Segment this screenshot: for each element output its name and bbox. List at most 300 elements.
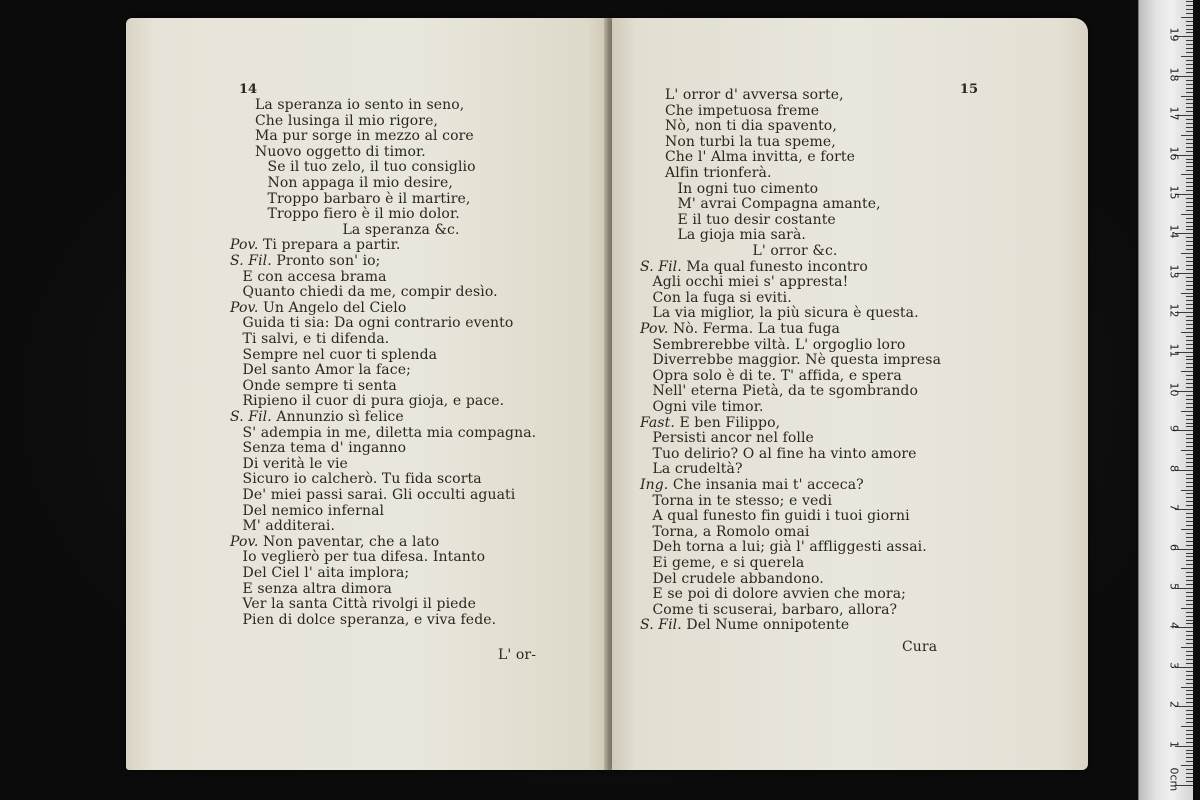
text-line [653, 353, 942, 369]
line-text: De' miei passi sarai. Gli occulti aguati [242, 487, 516, 503]
ruler-tick [1186, 84, 1193, 85]
ruler-tick [1186, 257, 1193, 258]
text-line [230, 238, 400, 254]
ruler-tick [1186, 426, 1193, 427]
text-line [665, 104, 819, 120]
ruler-tick [1186, 734, 1193, 735]
line-text: La speranza io sento in seno, [255, 97, 465, 113]
ruler-tick [1186, 285, 1193, 286]
ruler-tick [1186, 525, 1193, 526]
left-page [126, 18, 606, 770]
ruler-label: 0cm [1167, 767, 1181, 792]
ruler-tick [1186, 722, 1193, 723]
ruler-tick [1186, 612, 1193, 613]
ruler-tick [1186, 111, 1193, 112]
ruler-label: 14 [1167, 224, 1181, 239]
ruler-tick [1186, 690, 1193, 691]
ruler-tick [1186, 218, 1193, 219]
ruler-tick [1186, 281, 1193, 282]
ruler-tick [1186, 40, 1193, 41]
text-line [243, 441, 407, 457]
ruler-tick [1186, 316, 1193, 317]
ruler-tick [1186, 714, 1193, 715]
ruler-tick [1186, 245, 1193, 246]
ruler-tick [1186, 438, 1193, 439]
ruler-tick [1186, 572, 1193, 573]
ruler-tick [1186, 241, 1193, 242]
line-text: Annunzio sì felice [276, 409, 404, 425]
ruler-tick [1186, 545, 1193, 546]
text-line [230, 301, 406, 317]
ruler-tick [1186, 13, 1193, 14]
speaker-name: S. Fil. [230, 409, 272, 425]
line-text: Onde sempre ti senta [242, 377, 397, 394]
measuring-ruler [1138, 0, 1193, 800]
ruler-tick [1186, 631, 1193, 632]
speaker-name: Ing. [640, 477, 669, 493]
ruler-label: 17 [1167, 106, 1181, 121]
ruler-tick [1186, 249, 1193, 250]
ruler-tick [1186, 710, 1193, 711]
ruler-tick [1186, 348, 1193, 349]
text-line [243, 363, 411, 379]
text-line [653, 306, 919, 322]
line-text: La gioja mia sarà. [677, 227, 806, 244]
ruler-tick [1186, 147, 1193, 148]
ruler-tick [1186, 474, 1193, 475]
ruler-tick [1181, 411, 1193, 412]
line-text: Quanto chiedi da me, compir desìo. [242, 284, 498, 301]
text-line [243, 332, 390, 348]
line-text: La speranza &c. [342, 221, 460, 238]
ruler-tick [1186, 5, 1193, 6]
ruler-tick [1181, 17, 1193, 18]
text-line [268, 207, 460, 223]
line-text: Che insania mai t' acceca? [672, 477, 864, 493]
ruler-tick [1186, 289, 1193, 290]
text-line [243, 270, 387, 286]
speaker-name: S. Fil. [640, 258, 682, 275]
ruler-tick [1186, 367, 1193, 368]
text-line [243, 550, 486, 566]
ruler-tick [1186, 304, 1193, 305]
ruler-label: 5 [1167, 583, 1181, 590]
ruler-tick [1186, 781, 1193, 782]
ruler-tick [1186, 651, 1193, 652]
text-line [640, 618, 849, 634]
ruler-tick [1186, 107, 1193, 108]
ruler-tick [1186, 206, 1193, 207]
speaker-name: Pov. [230, 533, 259, 550]
ruler-tick [1186, 99, 1193, 100]
line-text: Ti prepara a partir. [262, 237, 401, 254]
ruler-tick [1186, 300, 1193, 301]
ruler-label: 1 [1167, 740, 1181, 748]
ruler-tick [1181, 332, 1193, 333]
line-text: Ma pur sorge in mezzo al core [255, 128, 474, 145]
text-line [243, 472, 482, 488]
text-line [653, 556, 805, 572]
line-text: Nò. Ferma. La tua fuga [672, 321, 840, 337]
ruler-tick [1186, 375, 1193, 376]
text-line [653, 572, 824, 588]
line-text: Opra solo è di te. T' affida, e spera [652, 367, 902, 384]
ruler-tick [1186, 533, 1193, 534]
ruler-tick [1186, 296, 1193, 297]
ruler-tick [1186, 556, 1193, 557]
ruler-tick [1186, 88, 1193, 89]
text-line [243, 285, 498, 301]
text-line [653, 338, 906, 354]
text-line [243, 348, 438, 364]
line-text: M' avrai Compagna amante, [677, 196, 881, 213]
ruler-label: 9 [1167, 425, 1181, 433]
ruler-tick [1181, 293, 1193, 294]
ruler-tick [1186, 277, 1193, 278]
ruler-tick [1186, 308, 1193, 309]
text-line [653, 275, 849, 291]
ruler-tick [1186, 718, 1193, 719]
ruler-tick [1186, 671, 1193, 672]
ruler-tick [1186, 493, 1193, 494]
line-text: Del Nume onnipotente [686, 617, 850, 634]
ruler-label: 8 [1167, 464, 1181, 472]
line-text: Di verità le vie [242, 455, 348, 472]
ruler-tick [1186, 159, 1193, 160]
line-text: Senza tema d' inganno [242, 440, 407, 457]
ruler-tick [1181, 96, 1193, 97]
line-text: Pien di dolce speranza, e viva fede. [242, 611, 497, 628]
ruler-label: 11 [1167, 343, 1181, 358]
text-line [665, 135, 836, 151]
speaker-name: Pov. [230, 299, 259, 316]
text-line [665, 88, 844, 104]
ruler-tick [1186, 340, 1193, 341]
ruler-tick [1186, 742, 1193, 743]
line-text: E senza altra dimora [242, 580, 392, 597]
ruler-tick [1186, 356, 1193, 357]
text-line [268, 160, 476, 176]
right-page [612, 18, 1088, 770]
ruler-tick [1186, 541, 1193, 542]
ruler-label: 2 [1167, 701, 1181, 709]
ruler-tick [1186, 730, 1193, 731]
line-text: Sicuro io calcherò. Tu fida scorta [242, 471, 482, 488]
text-line [230, 410, 404, 426]
line-text: Ripieno il cuor di pura gioja, e pace. [242, 393, 505, 410]
line-text: Se il tuo zelo, il tuo consiglio [267, 159, 476, 176]
line-text: La via miglior, la più sicura è questa. [652, 305, 919, 322]
ruler-tick [1186, 761, 1193, 762]
ruler-tick [1186, 596, 1193, 597]
page-number: 14 [239, 82, 258, 97]
text-line [665, 119, 837, 135]
ruler-tick [1186, 320, 1193, 321]
line-text: Ver la santa Città rivolgi il piede [242, 596, 476, 613]
line-text: Come ti scuserai, barbaro, allora? [652, 601, 898, 618]
ruler-label: 13 [1167, 264, 1181, 279]
ruler-tick [1181, 608, 1193, 609]
ruler-tick [1186, 9, 1193, 10]
line-text: Diverrebbe maggior. Nè questa impresa [652, 352, 942, 369]
page-number: 15 [959, 82, 978, 97]
ruler-tick [1186, 553, 1193, 554]
ruler-tick [1186, 123, 1193, 124]
ruler-label: 19 [1167, 27, 1181, 42]
ruler-tick [1186, 497, 1193, 498]
line-text: Che l' Alma invitta, e forte [665, 149, 856, 166]
ruler-tick [1186, 119, 1193, 120]
line-text: Del nemico infernal [242, 502, 385, 519]
ruler-tick [1181, 214, 1193, 215]
ruler-tick [1186, 387, 1193, 388]
line-text: Guida ti sia: Da ogni contrario evento [242, 315, 514, 332]
ruler-tick [1186, 237, 1193, 238]
ruler-tick [1181, 687, 1193, 688]
line-text: Che lusinga il mio rigore, [255, 112, 439, 129]
text-line [653, 603, 898, 619]
text-line [653, 384, 919, 400]
ruler-tick [1186, 584, 1193, 585]
text-line [653, 540, 927, 556]
line-text: Ei geme, e si querela [652, 555, 805, 571]
ruler-tick [1186, 466, 1193, 467]
ruler-tick [1181, 450, 1193, 451]
line-text: Con la fuga si eviti. [652, 289, 792, 306]
ruler-tick [1186, 623, 1193, 624]
ruler-tick [1186, 363, 1193, 364]
ruler-tick [1186, 419, 1193, 420]
text-line [268, 176, 453, 192]
ruler-tick [1186, 178, 1193, 179]
ruler-tick [1181, 174, 1193, 175]
ruler-tick [1186, 403, 1193, 404]
text-line [243, 597, 477, 613]
ruler-tick [1186, 600, 1193, 601]
line-text: Sembrerebbe viltà. L' orgoglio loro [652, 336, 906, 353]
line-text: E con accesa brama [242, 268, 387, 285]
ruler-tick [1186, 616, 1193, 617]
text-line [243, 519, 336, 535]
ruler-label: 16 [1167, 146, 1181, 161]
line-text: Un Angelo del Cielo [262, 299, 407, 316]
ruler-tick [1186, 415, 1193, 416]
ruler-label: 15 [1167, 185, 1181, 200]
ruler-tick [1186, 442, 1193, 443]
ruler-tick [1186, 513, 1193, 514]
ruler-tick [1186, 143, 1193, 144]
catchword: Cura [902, 639, 938, 655]
ruler-tick [1186, 458, 1193, 459]
line-text: Sempre nel cuor ti splenda [242, 346, 438, 363]
line-text: Nell' eterna Pietà, da te sgombrando [652, 383, 919, 400]
text-line [243, 426, 537, 442]
text-line [243, 504, 385, 520]
line-text: Io veglierò per tua difesa. Intanto [242, 549, 486, 566]
text-line [243, 457, 348, 473]
line-text: Non turbi la tua speme, [665, 133, 836, 150]
line-text: Pronto son' io; [276, 253, 381, 269]
ruler-tick [1186, 478, 1193, 479]
speaker-name: S. Fil. [230, 253, 272, 269]
ruler-tick [1186, 537, 1193, 538]
ruler-tick [1186, 198, 1193, 199]
ruler-tick [1186, 434, 1193, 435]
text-line [243, 613, 497, 629]
ruler-tick [1186, 395, 1193, 396]
ruler-tick [1181, 56, 1193, 57]
line-text: Torna in te stesso; e vedi [652, 492, 833, 509]
text-line [343, 223, 460, 239]
ruler-tick [1186, 423, 1193, 424]
ruler-tick [1186, 162, 1193, 163]
ruler-tick [1186, 210, 1193, 211]
text-line [653, 291, 792, 307]
ruler-tick [1186, 773, 1193, 774]
line-text: Ogni vile timor. [652, 399, 764, 415]
ruler-label: 6 [1167, 543, 1181, 551]
ruler-tick [1186, 399, 1193, 400]
open-book [118, 18, 1100, 778]
ruler-tick [1186, 80, 1193, 81]
line-text: Nò, non ti dia spavento, [665, 118, 837, 135]
text-line [665, 166, 772, 182]
line-text: Non paventar, che a lato [262, 533, 440, 550]
line-text: Del crudele abbandono. [652, 570, 824, 587]
ruler-tick [1186, 501, 1193, 502]
ruler-tick [1186, 265, 1193, 266]
line-text: M' additerai. [242, 518, 336, 535]
text-line [653, 509, 910, 525]
text-line [653, 462, 743, 478]
ruler-tick [1186, 48, 1193, 49]
ruler-tick [1181, 490, 1193, 491]
ruler-tick [1186, 21, 1193, 22]
line-text: Del santo Amor la face; [242, 362, 411, 379]
ruler-tick [1186, 753, 1193, 754]
ruler-tick [1186, 186, 1193, 187]
ruler-tick [1186, 750, 1193, 751]
ruler-tick [1186, 659, 1193, 660]
ruler-tick [1186, 698, 1193, 699]
text-line [665, 150, 855, 166]
ruler-tick [1186, 505, 1193, 506]
ruler-tick [1186, 151, 1193, 152]
text-line [678, 182, 819, 198]
text-line [678, 228, 806, 244]
ruler-tick [1186, 639, 1193, 640]
speaker-name: S. Fil. [640, 617, 682, 634]
ruler-tick [1186, 131, 1193, 132]
ruler-tick [1181, 135, 1193, 136]
text-line [255, 98, 464, 114]
text-line [243, 379, 397, 395]
line-text: L' orror d' avversa sorte, [665, 87, 844, 103]
line-text: Deh torna a lui; già l' affliggesti assai. [652, 539, 927, 556]
ruler-tick [1186, 103, 1193, 104]
ruler-tick [1186, 25, 1193, 26]
ruler-tick [1186, 486, 1193, 487]
ruler-tick [1186, 64, 1193, 65]
line-text: Ma qual funesto incontro [686, 258, 868, 275]
text-line [640, 478, 864, 494]
ruler-tick [1186, 222, 1193, 223]
ruler-label: 7 [1167, 504, 1181, 512]
ruler-tick [1181, 529, 1193, 530]
text-line [243, 582, 392, 598]
text-line [653, 587, 906, 603]
ruler-tick [1186, 32, 1193, 33]
text-line [640, 416, 780, 432]
line-text: Che impetuosa freme [665, 102, 820, 119]
ruler-tick [1186, 679, 1193, 680]
ruler-tick [1186, 44, 1193, 45]
line-text: Alfin trionferà. [665, 165, 772, 181]
ruler-tick [1186, 738, 1193, 739]
ruler-tick [1181, 568, 1193, 569]
text-line [653, 400, 764, 416]
text-line [255, 145, 426, 161]
ruler-tick [1181, 371, 1193, 372]
line-text: Del Ciel l' aita implora; [242, 565, 410, 581]
ruler-tick [1186, 576, 1193, 577]
text-line [653, 431, 814, 447]
text-line [255, 129, 474, 145]
ruler-tick [1186, 663, 1193, 664]
line-text: La crudeltà? [652, 461, 743, 478]
ruler-tick [1186, 226, 1193, 227]
ruler-label: 3 [1167, 661, 1181, 669]
speaker-name: Pov. [640, 321, 669, 337]
ruler-tick [1186, 166, 1193, 167]
speaker-name: Pov. [230, 237, 259, 254]
text-line [243, 566, 410, 582]
line-text: Torna, a Romolo omai [652, 523, 810, 540]
ruler-tick [1186, 604, 1193, 605]
ruler-tick [1186, 446, 1193, 447]
ruler-label: 12 [1167, 303, 1181, 318]
ruler-label: 18 [1167, 67, 1181, 82]
ruler-tick [1186, 336, 1193, 337]
text-line [230, 254, 381, 270]
ruler-tick [1181, 765, 1193, 766]
line-text: E se poi di dolore avvien che mora; [652, 586, 906, 603]
ruler-tick [1186, 383, 1193, 384]
text-line [640, 260, 868, 276]
catchword: L' or- [498, 647, 537, 663]
ruler-tick [1186, 29, 1193, 30]
line-text: E ben Filippo, [679, 414, 781, 431]
ruler-tick [1186, 620, 1193, 621]
ruler-tick [1186, 757, 1193, 758]
ruler-tick [1186, 92, 1193, 93]
line-text: Non appaga il mio desire, [267, 175, 453, 191]
ruler-tick [1186, 182, 1193, 183]
ruler-tick [1186, 139, 1193, 140]
ruler-tick [1186, 229, 1193, 230]
line-text: Agli occhi miei s' appresta! [652, 274, 849, 291]
ruler-tick [1186, 482, 1193, 483]
line-text: A qual funesto fin guidi i tuoi giorni [652, 508, 910, 525]
text-line [243, 316, 514, 332]
line-text: S' adempia in me, diletta mia compagna. [242, 424, 537, 441]
line-text: E il tuo desir costante [677, 211, 836, 228]
ruler-tick [1186, 344, 1193, 345]
ruler-tick [1186, 72, 1193, 73]
ruler-tick [1186, 564, 1193, 565]
ruler-tick [1181, 253, 1193, 254]
ruler-tick [1186, 379, 1193, 380]
